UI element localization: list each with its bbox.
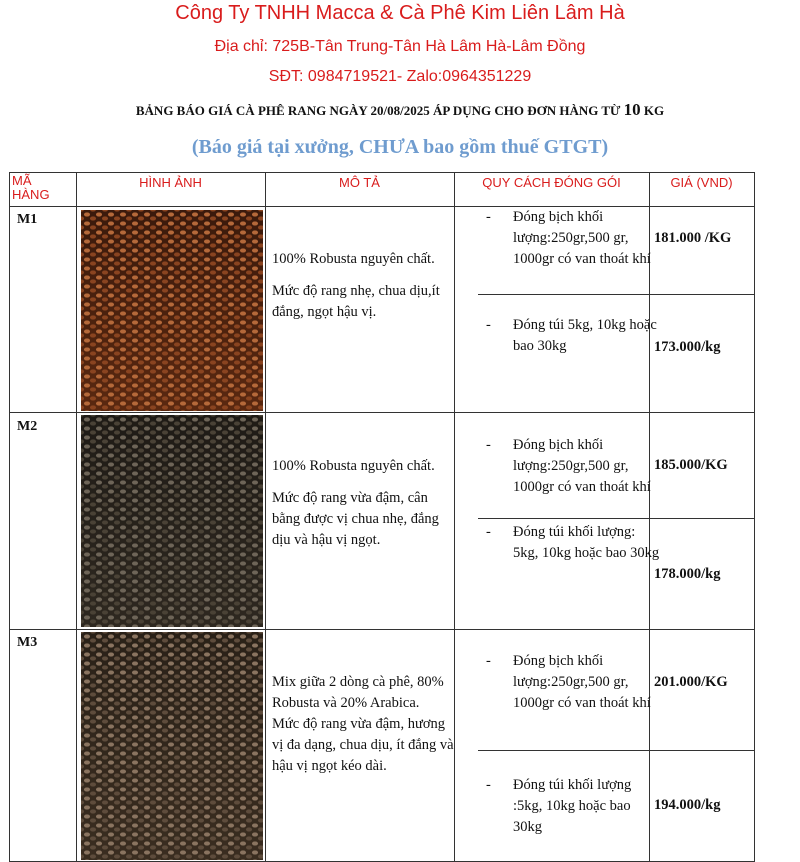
dash-bullet: -	[486, 653, 491, 669]
company-address: Địa chỉ: 725B-Tân Trung-Tân Hà Lâm Hà-Lâm Đồng	[214, 38, 586, 55]
description-line: Mức độ rang vừa đậm, hương vị đa dạng, chua dịu, ít đắng và hậu vị ngọt kéo dài.	[272, 716, 454, 774]
title-unit: KG	[640, 103, 665, 118]
col-header-image: HÌNH ẢNH	[139, 175, 202, 190]
col-header-packaging: QUY CÁCH ĐÓNG GÓI	[482, 175, 621, 190]
price-list-title	[0, 100, 800, 120]
col-header-description: MÔ TẢ	[339, 175, 380, 190]
packaging-text: Đóng bịch khối lượng:250gr,500 gr, 1000gr có van thoát khí	[513, 437, 651, 495]
pack-divider-1	[478, 294, 755, 295]
dash-bullet: -	[486, 437, 491, 453]
row-divider-1	[9, 412, 755, 413]
pack-divider-2	[478, 518, 755, 519]
product-code: M2	[17, 419, 38, 434]
description-line: Mix giữa 2 dòng cà phê, 80% Robusta và 20% Arabica.	[272, 674, 444, 711]
title-qty: 10	[623, 100, 641, 119]
product-description	[272, 672, 454, 777]
col-line-3	[454, 172, 455, 862]
col-header-price: GIÁ (VND)	[670, 175, 733, 190]
packaging-text: Đóng bịch khối lượng:250gr,500 gr, 1000gr có van thoát khí	[513, 653, 651, 711]
description-line: Mức độ rang vừa đậm, cân bằng được vị chua nhẹ, đắng dịu và hậu vị ngọt.	[272, 490, 439, 548]
dash-bullet: -	[486, 777, 491, 793]
row-divider-2	[9, 629, 755, 630]
product-code: M3	[17, 635, 38, 650]
company-phone: SĐT: 0984719521- Zalo:0964351229	[268, 68, 532, 85]
packaging-text: Đóng túi khối lượng: 5kg, 10kg hoặc bao 30kg	[513, 524, 660, 561]
product-description	[272, 456, 452, 551]
packaging-text: Đóng túi khối lượng :5kg, 10kg hoặc bao 30kg	[513, 777, 632, 835]
packaging-text: Đóng bịch khối lượng:250gr,500 gr, 1000gr có van thoát khí	[513, 209, 651, 267]
price-value: 194.000/kg	[654, 797, 721, 813]
coffee-beans-photo	[81, 210, 263, 411]
price-table	[9, 172, 755, 862]
product-code: M1	[17, 212, 38, 227]
price-value: 178.000/kg	[654, 566, 721, 582]
col-line-2	[265, 172, 266, 862]
description-line: 100% Robusta nguyên chất.	[272, 458, 435, 474]
description-line: Mức độ rang nhẹ, chua dịu,ít đắng, ngọt hậu vị.	[272, 283, 440, 320]
price-value: 173.000/kg	[654, 339, 721, 355]
title-prefix: BẢNG BÁO GIÁ CÀ PHÊ RANG NGÀY 20/08/2025 ÁP DỤNG CHO ĐƠN HÀNG TỪ	[135, 103, 624, 118]
col-line-4	[649, 172, 650, 862]
company-name: Công Ty TNHH Macca & Cà Phê Kim Liên Lâm Hà	[175, 2, 625, 24]
price-value: 201.000/KG	[654, 674, 728, 690]
col-line-5	[754, 172, 755, 862]
table-border-top	[9, 172, 755, 173]
col-line-1	[76, 172, 77, 862]
product-description	[272, 249, 452, 323]
coffee-beans-photo	[81, 415, 263, 627]
packaging-text: Đóng túi 5kg, 10kg hoặc bao 30kg	[513, 317, 657, 354]
tax-note: (Báo giá tại xưởng, CHƯA bao gồm thuế GTGT)	[191, 136, 609, 158]
description-line: 100% Robusta nguyên chất.	[272, 251, 435, 267]
dash-bullet: -	[486, 209, 491, 225]
col-header-code: MÃ HÀNG	[12, 173, 50, 202]
price-value: 185.000/KG	[654, 457, 728, 473]
price-value: 181.000 /KG	[654, 230, 732, 246]
col-line-0	[9, 172, 10, 862]
coffee-beans-photo	[81, 632, 263, 860]
dash-bullet: -	[486, 524, 491, 540]
dash-bullet: -	[486, 317, 491, 333]
pack-divider-3	[478, 750, 755, 751]
